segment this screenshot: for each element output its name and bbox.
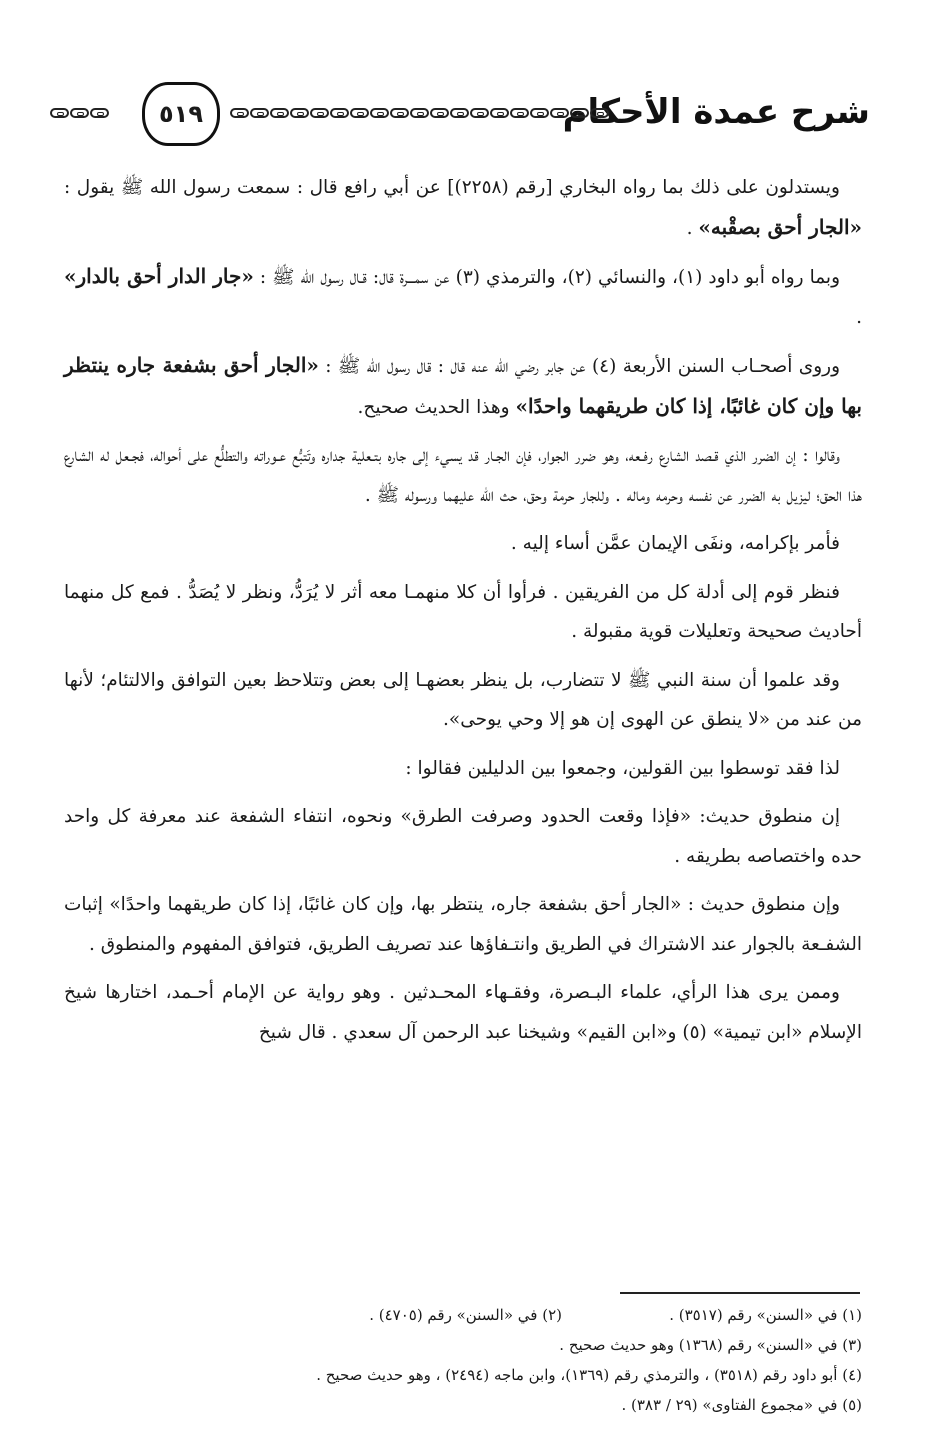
paragraph: وممن يرى هذا الرأي، علماء البـصرة، وفقـهاء المحـدثين . وهو رواية عن الإمام أحـمد، اختارها شيخ الإسلام «ابن تيمية» (٥) و«ابن القيم» وشيخنا عبد الرحمن آل سعدي . قال شيخ: [64, 982, 862, 1043]
paragraph: وقالوا : إن الضرر الذي قـصد الشارع رفـعه، وهو ضرر الجوار، فإن الجـار قد يسيء إلى جاره بتـعلية جداره وتَتبُّع عـوراته والتطلُّع على أحواله، فجـعل له الشارع هذا الحق؛ ليزيل به الضرر عن نفسه وحرمه وماله . وللجار حرمة وحق، حث الله عليهما ورسوله ﷺ .: [64, 445, 862, 506]
footnote-5: (٥) في «مجموع الفتاوى» (٢٩ / ٣٨٣) .: [621, 1396, 862, 1414]
footnote-1: (١) في «السنن» رقم (٣٥١٧) .: [669, 1306, 862, 1324]
paragraph: وروى أصحـاب السنن الأربعة (٤) عن جابر رضي الله عنه قال : قال رسول الله ﷺ : «الجار أحق بشفعة جاره ينتظر بها وإن كان غائبًا، إذا كان طريقهما واحدًا» وهذا الحديث صحيح.: [64, 353, 862, 418]
footnote-separator: [620, 1292, 860, 1294]
paragraph: وبما رواه أبو داود (١)، والنسائي (٢)، والترمذي (٣) عن سمـــرة قال: قـال رسول الله ﷺ : «جار الدار أحق بالدار» .: [64, 264, 862, 328]
book-title: شرح عمدة الأحكام: [562, 92, 870, 132]
paragraph: فنظر قوم إلى أدلة كل من الفريقين . فرأوا أن كلا منهمـا معه أثر لا يُرَدُّ، ونظر لا يُصَدُّ . فمع كل منهما أحاديث صحيحة وتعليلات قوية مقبولة .: [64, 581, 862, 642]
paragraph: وقد علموا أن سنة النبي ﷺ لا تتضارب، بل ينظر بعضهـا إلى بعض وتتلاحظ بعين التوافق والالتئام؛ لأنها من عند من «لا ينطق عن الهوى إن هو إلا وحي يوحى».: [64, 669, 862, 730]
paragraph: وإن منطوق حديث : «الجار أحق بشفعة جاره، ينتظر بها، وإن كان غائبًا، إذا كان طريقهما واحدًا» إثبات الشفـعة بالجوار عند الاشتراك في الطريق وانتـفاؤها عند تصريف الطريق، فتوافق المفهوم والمنطوق .: [64, 894, 862, 955]
paragraph: لذا فقد توسطوا بين القولين، وجمعوا بين الدليلين فقالوا :: [405, 757, 840, 779]
header-ornament-small: [50, 108, 109, 120]
page-header: [50, 82, 870, 162]
header-ornament: [230, 108, 610, 120]
paragraph: ويستدلون على ذلك بما رواه البخاري [رقم (٢٢٥٨)] عن أبي رافع قال : سمعت رسول الله ﷺ يقول : «الجار أحق بصقْبه» .: [64, 177, 862, 239]
paragraph: فأمر بإكرامه، ونفَى الإيمان عمَّن أساء إليه .: [510, 533, 840, 554]
page-number: ٥١٩: [142, 82, 220, 146]
paragraph: إن منطوق حديث: «فإذا وقعت الحدود وصرفت الطرق» ونحوه، انتفاء الشفعة عند معرفة كل واحد حده واختصاصه بطريقه .: [64, 806, 862, 867]
footnote-3: (٣) في «السنن» رقم (١٣٦٨) وهو حديث صحيح .: [559, 1336, 862, 1354]
footnote-2: (٢) في «السنن» رقم (٤٧٠٥) .: [369, 1306, 562, 1324]
main-text: [64, 168, 862, 1061]
footnotes: [150, 1300, 862, 1420]
footnote-4: (٤) أبو داود رقم (٣٥١٨) ، والترمذي رقم (١٣٦٩)، وابن ماجه (٢٤٩٤) ، وهو حديث صحيح .: [316, 1366, 862, 1384]
